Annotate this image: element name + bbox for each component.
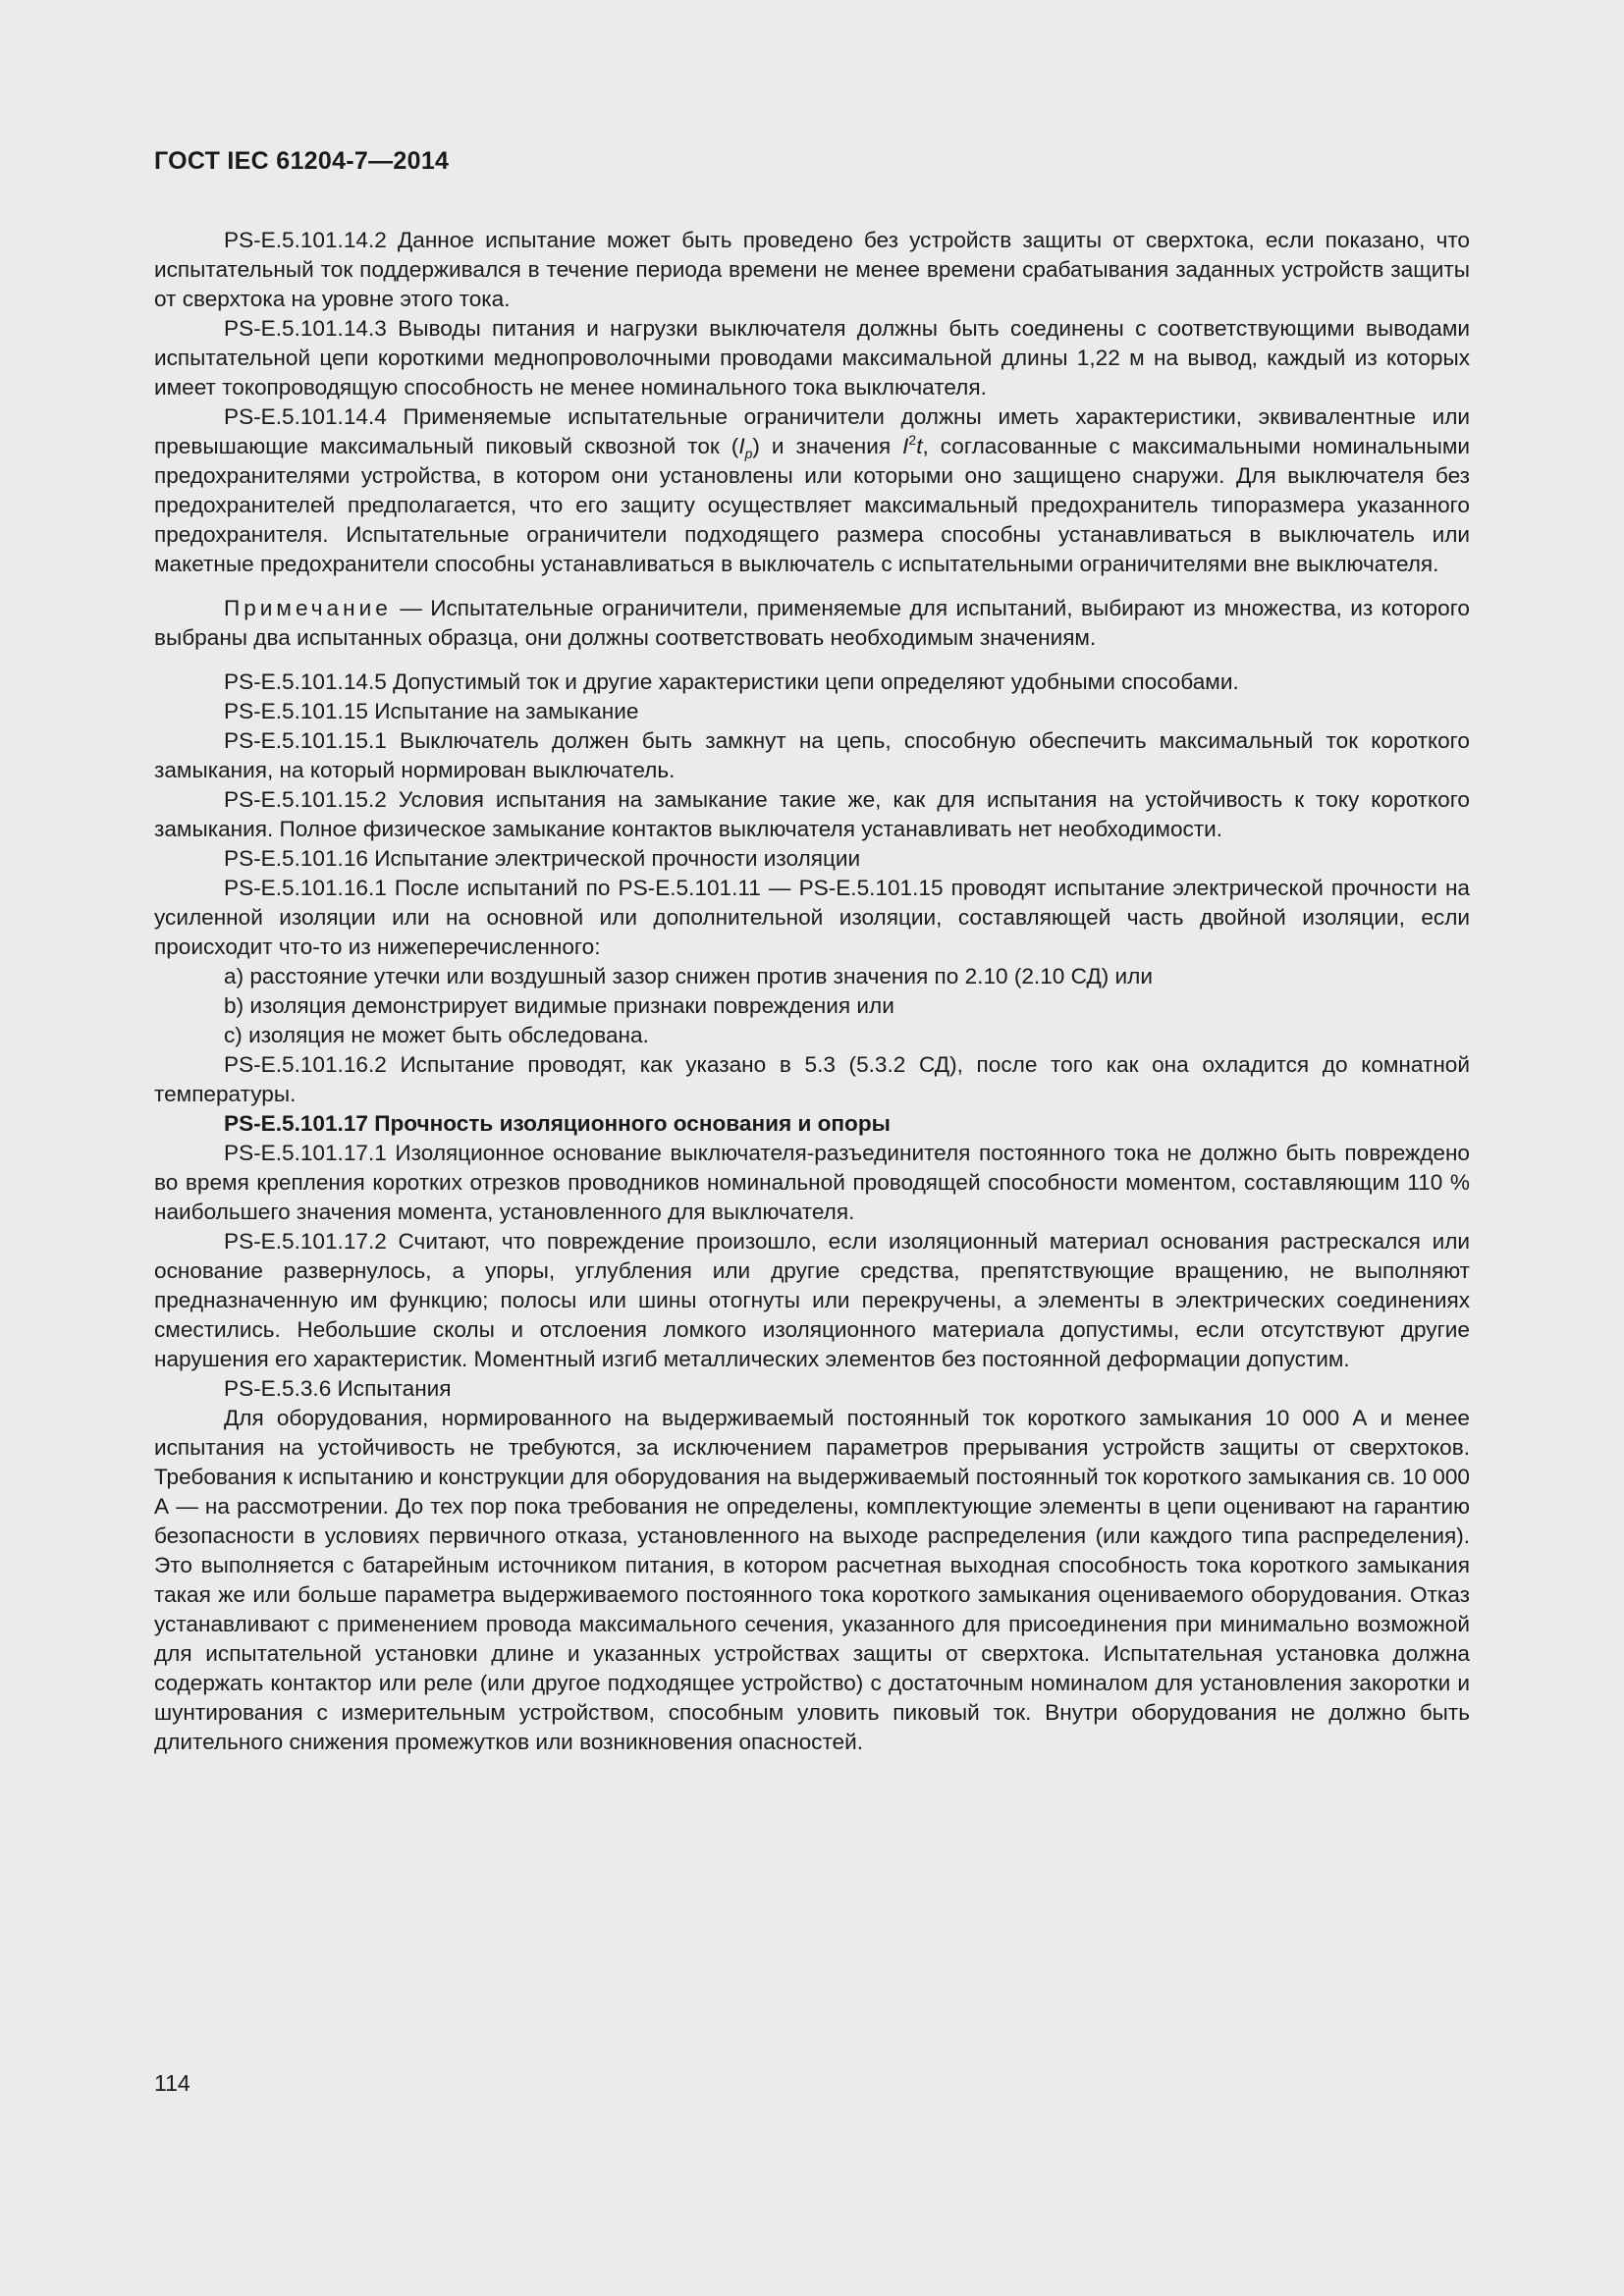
document-body (154, 226, 1470, 1757)
paragraph-16-1: PS-E.5.101.16.1 После испытаний по PS-E.5.101.11 — PS-E.5.101.15 проводят испытание электрической прочности на усиленной изоляции или на основной или дополнительной изоляции, составляющей часть двойной изоляции, если происходит что-то из нижеперечисленного: (154, 876, 1470, 959)
note-label: Примечание (224, 596, 392, 620)
paragraph-tests: Для оборудования, нормированного на выдерживаемый постоянный ток короткого замыкания 10 000 А и менее испытания на устойчивость не требуются, за исключением параметров прерывания устройств защиты от сверхтоков. Требования к испытанию и конструкции для оборудования на выдерживаемый постоянный ток короткого замыкания св. 10 000 А — на рассмотрении. До тех пор пока требования не определены, комплектующие элементы в цепи оценивают на гарантию безопасности в условиях первичного отказа, установленного на выходе распределения (или каждого типа распределения). Это выполняется с батарейным источником питания, в котором расчетная выходная способность тока короткого замыкания такая же или больше параметра выдерживаемого постоянного тока короткого замыкания оцениваемого оборудования. Отказ устанавливают с применением провода максимального сечения, указанного для присоединения при минимально возможной для испытательной установки длине и указанных устройствах защиты от сверхтока. Испытательная установка должна содержать контактор или реле (или другое подходящее устройство) с достаточным номиналом для установления закоротки и шунтирования с измерительным устройством, способным уловить пиковый ток. Внутри оборудования не должно быть длительного снижения промежутков или возникновения опасностей. (154, 1406, 1470, 1754)
paragraph-17-1: PS-E.5.101.17.1 Изоляционное основание выключателя-разъединителя постоянного тока не должно быть повреждено во время крепления коротких отрезков проводников номинальной проводящей способности моментом, составляющим 110 % наибольшего значения момента, установленного для выключателя. (154, 1141, 1470, 1224)
page-number: 114 (154, 2070, 190, 2096)
section-heading-17: PS-E.5.101.17 Прочность изоляционного основания и опоры (224, 1111, 891, 1136)
paragraph-17-2: PS-E.5.101.17.2 Считают, что повреждение произошло, если изоляционный материал основания растрескался или основание развернулось, а упоры, углубления или другие средства, препятствующие вращению, не выполняют предназначенную им функцию; полосы или шины отогнуты или перекручены, а элементы в электрических соединениях сместились. Небольшие сколы и отслоения ломкого изоляционного материала допустимы, если отсутствуют другие нарушения его характеристик. Моментный изгиб металлических элементов без постоянной деформации допустим. (154, 1229, 1470, 1371)
note (154, 594, 1470, 653)
note-text: — Испытательные ограничители, применяемые для испытаний, выбирают из множества, из которого выбраны два испытанных образца, они должны соответствовать необходимым значениям. (154, 596, 1470, 650)
paragraph-16: PS-E.5.101.16 Испытание электрической прочности изоляции (224, 846, 861, 871)
paragraph-14-5: PS-E.5.101.14.5 Допустимый ток и другие характеристики цепи определяют удобными способами. (224, 669, 1239, 694)
paragraph-16-2: PS-E.5.101.16.2 Испытание проводят, как указано в 5.3 (5.3.2 СД), после того как она охладится до комнатной температуры. (154, 1052, 1470, 1106)
paragraph-14-2: PS-E.5.101.14.2 Данное испытание может быть проведено без устройств защиты от сверхтока, если показано, что испытательный ток поддерживался в течение периода времени не менее времени срабатывания заданных устройств защиты от сверхтока на уровне этого тока. (154, 228, 1470, 311)
list-item: b) изоляция демонстрирует видимые признаки повреждения или (224, 993, 894, 1018)
paragraph-5-3-6: PS-E.5.3.6 Испытания (224, 1376, 452, 1401)
paragraph-15: PS-E.5.101.15 Испытание на замыкание (224, 699, 639, 723)
paragraph-14-4: PS-E.5.101.14.4 Применяемые испытательные ограничители должны иметь характеристики, эквивалентные или превышающие максимальный пиковый сквозной ток $(I_p)$ и значения $I^2t$, согласованные с максимальными номинальными предохранителями устройства, в котором они установлены или которыми оно защищено снаружи. Для выключателя без предохранителей предполагается, что его защиту осуществляет максимальный предохранитель типоразмера указанного предохранителя. Испытательные ограничители подходящего размера способны устанавливаться в выключатель или макетные предохранители способны устанавливаться в выключатель с испытательными ограничителями вне выключателя. (154, 404, 1470, 576)
paragraph-15-1: PS-E.5.101.15.1 Выключатель должен быть замкнут на цепь, способную обеспечить максимальный ток короткого замыкания, на который нормирован выключатель. (154, 728, 1470, 782)
document-header: ГОСТ IEC 61204-7—2014 (154, 147, 450, 175)
paragraph-15-2: PS-E.5.101.15.2 Условия испытания на замыкание такие же, как для испытания на устойчивость к току короткого замыкания. Полное физическое замыкание контактов выключателя устанавливать нет необходимости. (154, 787, 1470, 841)
list-item: c) изоляция не может быть обследована. (224, 1023, 649, 1047)
paragraph-14-3: PS-E.5.101.14.3 Выводы питания и нагрузки выключателя должны быть соединены с соответствующими выводами испытательной цепи короткими меднопроволочными проводами максимальной длины 1,22 м на вывод, каждый из которых имеет токопроводящую способность не менее номинального тока выключателя. (154, 316, 1470, 400)
list-item: a) расстояние утечки или воздушный зазор снижен против значения по 2.10 (2.10 СД) или (224, 964, 1153, 988)
